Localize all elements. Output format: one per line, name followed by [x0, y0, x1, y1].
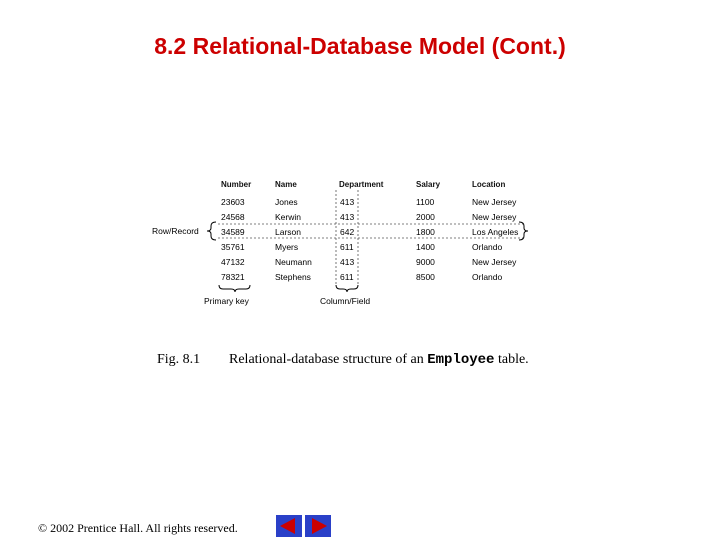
- header-department: Department: [339, 180, 384, 189]
- cell-location: New Jersey: [472, 212, 517, 222]
- cell-salary: 1100: [416, 197, 435, 207]
- cell-location: Orlando: [472, 242, 503, 252]
- cell-name: Larson: [275, 227, 301, 237]
- cell-location: New Jersey: [472, 197, 517, 207]
- primary-key-label: Primary key: [204, 296, 249, 306]
- previous-slide-button[interactable]: [276, 515, 302, 537]
- cell-salary: 2000: [416, 212, 435, 222]
- column-brace: [336, 285, 358, 292]
- next-slide-button[interactable]: [305, 515, 331, 537]
- header-name: Name: [275, 180, 297, 189]
- left-arrow-icon: [276, 515, 302, 537]
- cell-department: 611: [340, 242, 354, 252]
- cell-salary: 1400: [416, 242, 435, 252]
- cell-salary: 1800: [416, 227, 435, 237]
- cell-name: Kerwin: [275, 212, 301, 222]
- row-record-label: Row/Record: [152, 226, 199, 236]
- cell-number: 35761: [221, 242, 245, 252]
- header-location: Location: [472, 180, 506, 189]
- caption-text: [229, 352, 529, 368]
- column-field-label: Column/Field: [320, 296, 371, 306]
- cell-name: Neumann: [275, 257, 312, 267]
- cell-name: Stephens: [275, 272, 311, 282]
- caption-text-after: table.: [494, 352, 529, 367]
- cell-department: 413: [340, 257, 355, 267]
- cell-name: Jones: [275, 197, 298, 207]
- copyright-footer: © 2002 Prentice Hall. All rights reserved.: [38, 521, 238, 535]
- primary-key-brace: [219, 285, 250, 292]
- cell-department: 413: [340, 197, 355, 207]
- cell-number: 23603: [221, 197, 245, 207]
- cell-number: 47132: [221, 257, 245, 267]
- row-brace-right: [519, 222, 528, 240]
- slide-title: 8.2 Relational-Database Model (Cont.): [154, 33, 566, 59]
- row-brace: [207, 222, 216, 240]
- cell-salary: 8500: [416, 272, 435, 282]
- right-arrow-icon: [305, 515, 331, 537]
- cell-name: Myers: [275, 242, 299, 252]
- caption-code: Employee: [427, 352, 495, 368]
- cell-department: 642: [340, 227, 355, 237]
- cell-number: 24568: [221, 212, 245, 222]
- cell-location: Orlando: [472, 272, 503, 282]
- cell-number: 78321: [221, 272, 245, 282]
- cell-location: Los Angeles: [472, 227, 519, 237]
- cell-department: 413: [340, 212, 355, 222]
- figure-number: Fig. 8.1: [157, 352, 201, 367]
- caption-text-before: Relational-database structure of an: [229, 352, 428, 367]
- cell-salary: 9000: [416, 257, 435, 267]
- cell-department: 611: [340, 272, 354, 282]
- header-salary: Salary: [416, 180, 441, 189]
- cell-location: New Jersey: [472, 257, 517, 267]
- header-number: Number: [221, 180, 252, 189]
- cell-number: 34589: [221, 227, 245, 237]
